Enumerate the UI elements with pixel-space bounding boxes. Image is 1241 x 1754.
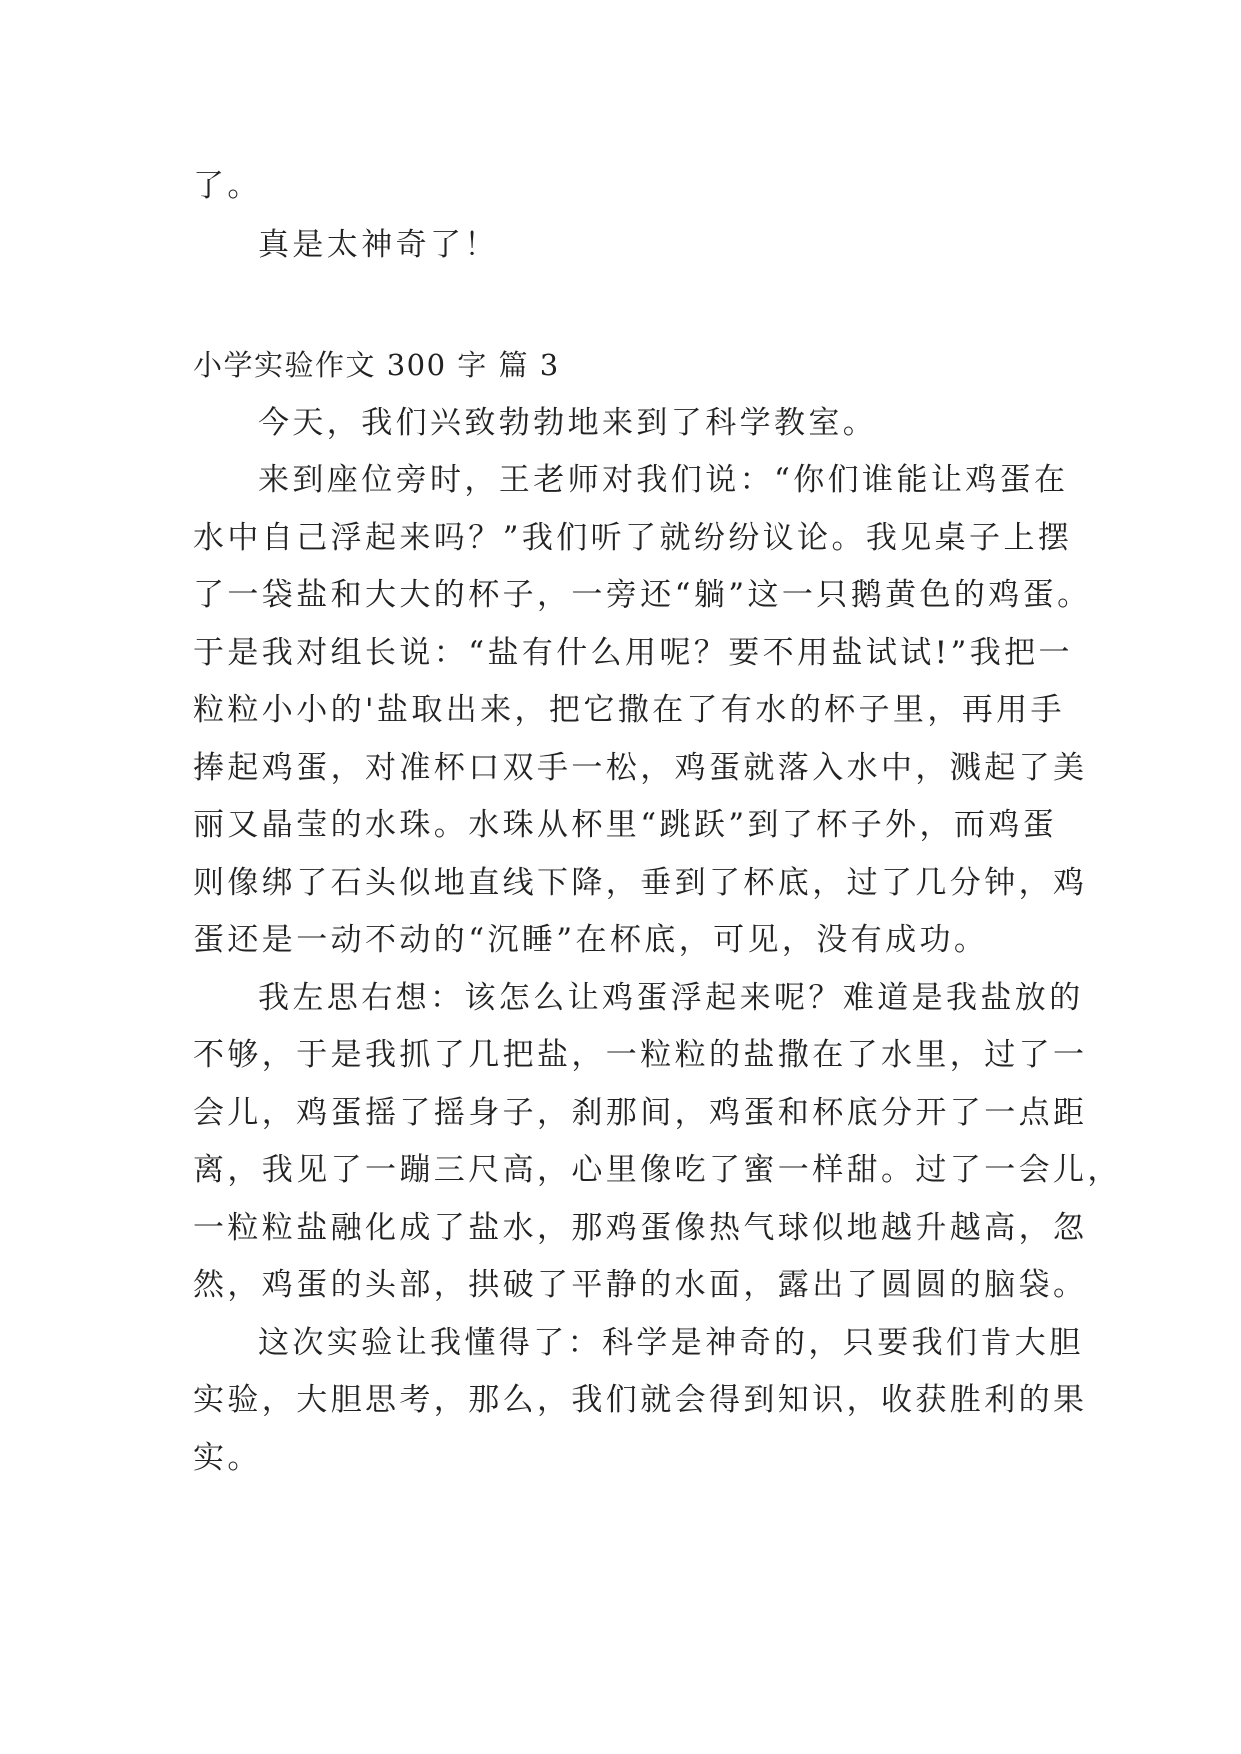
text-line: 粒粒小小的'盐取出来，把它撒在了有水的杯子里，再用手 — [193, 692, 1065, 728]
section-title: 小学实验作文 300 字 篇 3 — [193, 348, 560, 382]
text-line: 然，鸡蛋的头部，拱破了平静的水面，露出了圆圆的脑袋。 — [193, 1267, 1088, 1303]
text-line: 来到座位旁时，王老师对我们说：“你们谁能让鸡蛋在 — [258, 462, 1069, 498]
text-line: 今天，我们兴致勃勃地来到了科学教室。 — [258, 405, 878, 441]
text-line: 水中自己浮起来吗？”我们听了就纷纷议论。我见桌子上摆 — [193, 520, 1073, 556]
text-line: 离，我见了一蹦三尺高，心里像吃了蜜一样甜。过了一会儿， — [193, 1152, 1122, 1188]
text-line: 实。 — [193, 1440, 262, 1476]
text-line: 这次实验让我懂得了：科学是神奇的，只要我们肯大胆 — [258, 1325, 1084, 1361]
text-line: 丽又晶莹的水珠。水珠从杯里“跳跃”到了杯子外，而鸡蛋 — [193, 807, 1058, 843]
paragraph-closing: 真是太神奇了！ — [258, 227, 499, 263]
text-line: 于是我对组长说：“盐有什么用呢？要不用盐试试!”我把一 — [193, 635, 1073, 671]
text-line: 不够，于是我抓了几把盐，一粒粒的盐撒在了水里，过了一 — [193, 1037, 1088, 1073]
text-line: 实验，大胆思考，那么，我们就会得到知识，收获胜利的果 — [193, 1382, 1088, 1418]
text-line: 会儿，鸡蛋摇了摇身子，刹那间，鸡蛋和杯底分开了一点距 — [193, 1095, 1088, 1131]
text-line: 一粒粒盐融化成了盐水，那鸡蛋像热气球似地越升越高，忽 — [193, 1210, 1088, 1246]
text-line: 捧起鸡蛋，对准杯口双手一松，鸡蛋就落入水中，溅起了美 — [193, 750, 1088, 786]
text-line: 我左思右想：该怎么让鸡蛋浮起来呢？难道是我盐放的 — [258, 980, 1084, 1016]
text-line: 了。 — [193, 168, 262, 204]
text-line: 了一袋盐和大大的杯子，一旁还“躺”这一只鹅黄色的鸡蛋。 — [193, 577, 1092, 613]
text-line: 蛋还是一动不动的“沉睡”在杯底，可见，没有成功。 — [193, 922, 989, 958]
text-line: 则像绑了石头似地直线下降，垂到了杯底，过了几分钟，鸡 — [193, 865, 1088, 901]
